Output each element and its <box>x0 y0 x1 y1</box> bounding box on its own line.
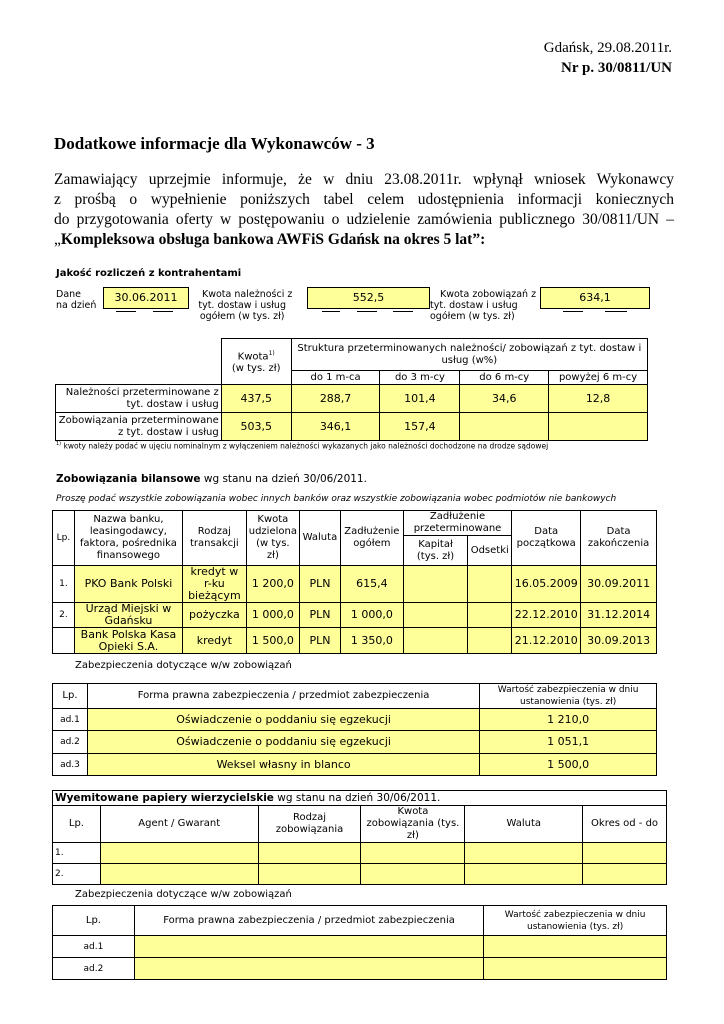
table-row: 1. PKO Bank Polski kredyt w r-ku bieżącym 1 200,0 PLN 615,4 16.05.2009 30.09.2011 <box>53 566 657 603</box>
date-value: 30.06.2011 <box>103 287 189 309</box>
security-table-1 <box>52 683 657 776</box>
cell: 288,7 <box>291 385 380 413</box>
col-overdue: Zadłużenie przeterminowane <box>403 511 511 536</box>
papers-table <box>52 790 667 885</box>
col-form: Forma prawna zabezpieczenia / przedmiot zabezpieczenia <box>87 684 479 709</box>
balance-note: Proszę podać wszystkie zobowiązania wobec innych banków oraz wszystkie zobowiązania wobec podmiotów nie bankowych <box>56 494 617 504</box>
col-3m: do 3 m-cy <box>380 371 460 385</box>
cell: 157,4 <box>380 413 460 441</box>
col-interest: Odsetki <box>468 536 512 566</box>
col-value: Wartość zabezpieczenia w dniu ustanowienia (tys. zł) <box>480 684 657 709</box>
security-table-2 <box>52 905 667 980</box>
table-row: 2. Urząd Miejski w Gdańsku pożyczka 1 000,0 PLN 1 000,0 22.12.2010 31.12.2014 <box>53 603 657 628</box>
amount-header: Kwota$^{1)}$ (w tys. zł) <box>221 339 291 385</box>
col-debt: Zadłużenie ogółem <box>340 511 403 566</box>
footnote: $^{1)}$ kwoty należy podać w ujęciu nominalnym z wyłączeniem należności wykazanych jako należności dochodzone na drodze sądowej <box>56 441 549 451</box>
intro-line-3: do przygotowania oferty w postępowaniu o udzielenie zamówienia publicznego 30/0811/UN – <box>54 211 674 228</box>
table-row: ad.2 <box>53 958 667 980</box>
receivables-label: Kwota należności z tyt. dostaw i usług ogółem (w tys. zł) <box>198 289 293 322</box>
col-1m: do 1 m-ca <box>291 371 380 385</box>
table-row: ad.1 Oświadczenie o poddaniu się egzekucji 1 210,0 <box>53 709 657 731</box>
col-lp: Lp. <box>53 684 88 709</box>
balance-heading: Zobowiązania bilansowe wg stanu na dzień 30/06/2011. <box>56 473 367 485</box>
cell: 101,4 <box>380 385 460 413</box>
col-bank: Nazwa banku, leasingodawcy, faktora, pośrednika finansowego <box>74 511 182 566</box>
col-period: Okres od - do <box>583 806 667 843</box>
balance-table <box>52 510 657 654</box>
col-currency: Waluta <box>299 511 340 566</box>
col-lp: Lp. <box>53 806 101 843</box>
col-type: Rodzaj transakcji <box>182 511 246 566</box>
date-label: Dane na dzień <box>56 289 97 311</box>
structure-header: Struktura przeterminowanych należności/ zobowiązań z tyt. dostaw i usług (w%) <box>291 339 647 371</box>
cell: 34,6 <box>460 385 549 413</box>
quote-mark: „ <box>54 231 61 248</box>
cell: 12,8 <box>549 385 648 413</box>
place-date: Gdańsk, 29.08.2011r. <box>543 40 672 56</box>
quality-heading: Jakość rozliczeń z kontrahentami <box>56 268 242 279</box>
col-agent: Agent / Gwarant <box>100 806 258 843</box>
tender-name: Kompleksowa obsługa bankowa AWFiS Gdańsk na okres 5 lat”: <box>60 231 486 248</box>
table-row <box>56 385 648 413</box>
page-title: Dodatkowe informacje dla Wykonawców - 3 <box>54 134 375 153</box>
liabilities-label: Kwota zobowiązań z tyt. dostaw i usług ogółem (w tys. zł) <box>430 289 537 322</box>
reference-number: Nr p. 30/0811/UN <box>561 60 672 76</box>
table-row: ad.1 <box>53 936 667 958</box>
table-row: 2. <box>53 864 667 885</box>
col-6m: do 6 m-cy <box>460 371 549 385</box>
cell: 346,1 <box>291 413 380 441</box>
table-row: 1. <box>53 843 667 864</box>
table-row <box>56 413 648 441</box>
table-row: ad.2 Oświadczenie o poddaniu się egzekucji 1 051,1 <box>53 731 657 754</box>
col-start: Data początkowa <box>512 511 581 566</box>
col-amount: Kwota zobowiązania (tys. zł) <box>361 806 465 843</box>
cell: 503,5 <box>221 413 291 441</box>
intro-paragraph <box>54 170 674 250</box>
receivables-value: 552,5 <box>307 287 430 309</box>
liabilities-value: 634,1 <box>540 287 650 309</box>
col-over6m: powyżej 6 m-cy <box>549 371 648 385</box>
col-end: Data zakończenia <box>581 511 657 566</box>
col-type: Rodzaj zobowiązania <box>258 806 361 843</box>
table-row: ad.3 Weksel własny in blanco 1 500,0 <box>53 754 657 776</box>
col-currency: Waluta <box>465 806 583 843</box>
intro-line-4 <box>54 230 674 250</box>
intro-line-1: Zamawiający uprzejmie informuje, że w dniu 23.08.2011r. wpłynął wniosek Wykonawcy <box>54 171 674 188</box>
intro-line-2: z prośbą o wypełnienie poniższych tabel celem udostępnienia informacji koniecznych <box>54 191 674 208</box>
row-label: Zobowiązania przeterminowane z tyt. dostaw i usług <box>56 413 222 441</box>
cell: 437,5 <box>221 385 291 413</box>
col-lp: Lp. <box>53 511 75 566</box>
row-label: Należności przeterminowane z tyt. dostaw i usług <box>56 385 222 413</box>
col-form: Forma prawna zabezpieczenia / przedmiot zabezpieczenia <box>134 906 483 936</box>
cell <box>549 413 648 441</box>
col-value: Wartość zabezpieczenia w dniu ustanowienia (tys. zł) <box>484 906 667 936</box>
security-heading-1: Zabezpieczenia dotyczące w/w zobowiązań <box>75 660 292 671</box>
security-heading-2: Zabezpieczenia dotyczące w/w zobowiązań <box>75 889 292 900</box>
col-amount: Kwota udzielona (w tys. zł) <box>246 511 299 566</box>
table-row: Bank Polska Kasa Opieki S.A. kredyt 1 500,0 PLN 1 350,0 21.12.2010 30.09.2013 <box>53 628 657 654</box>
papers-heading: Wyemitowane papiery wierzycielskie wg stanu na dzień 30/06/2011. <box>53 791 667 806</box>
cell <box>460 413 549 441</box>
overdue-structure-table <box>55 338 648 441</box>
col-capital: Kapitał (tys. zł) <box>403 536 467 566</box>
col-lp: Lp. <box>53 906 135 936</box>
